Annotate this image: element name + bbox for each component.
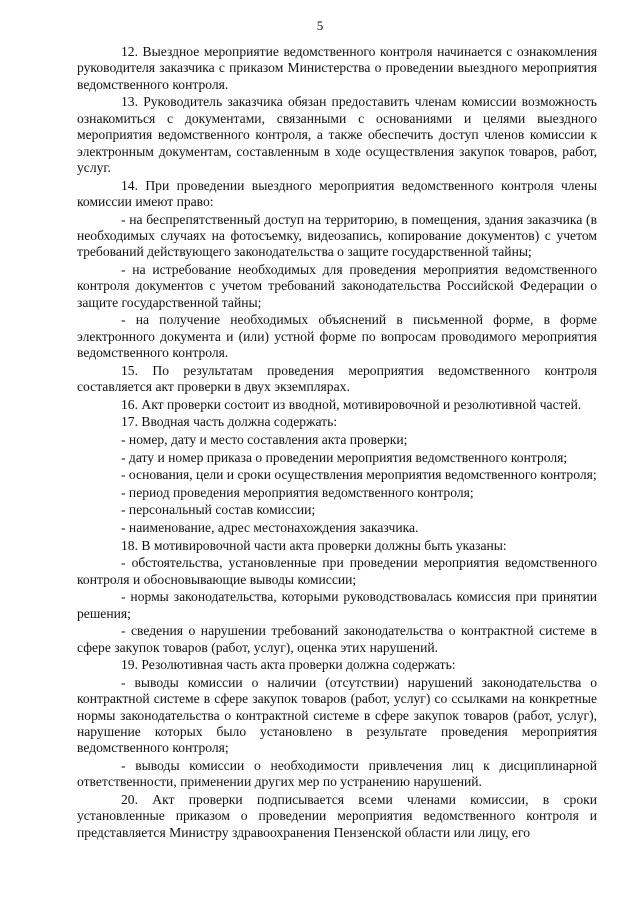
paragraph-16: 16. Акт проверки состоит из вводной, мотивировочной и резолютивной частей. <box>121 396 582 412</box>
list-item: - сведения о нарушении требований законодательства о контрактной системе в сфере закупок товаров (работ, услуг), оценка этих нарушений. <box>77 623 597 655</box>
list-item: - наименование, адрес местонахождения заказчика. <box>121 520 419 535</box>
list-item: - выводы комиссии о необходимости привлечения лиц к дисциплинарной ответственности, применении других мер по устранению нарушений. <box>77 758 597 790</box>
list-item: - дату и номер приказа о проведении мероприятия ведомственного контроля; <box>121 449 568 465</box>
list-item: - персональный состав комиссии; <box>121 502 316 518</box>
paragraph-18: 18. В мотивировочной части акта проверки должны быть указаны: <box>121 537 507 553</box>
list-item: - на истребование необходимых для проведения мероприятия ведомственного контроля документов с учетом требований законодательства Российской Федерации о защите государственной тайны; <box>77 262 597 310</box>
list-item: - на получение необходимых объяснений в письменной форме, в форме электронного документа и (или) устной форме по вопросам проводимого мероприятия ведомственного контроля. <box>77 312 597 361</box>
document-body <box>77 44 597 841</box>
list-item: - период проведения мероприятия ведомственного контроля; <box>121 484 474 500</box>
paragraph-14: 14. При проведении выездного мероприятия ведомственного контроля члены комиссии имеют право: <box>77 177 597 210</box>
paragraph-19: 19. Резолютивная часть акта проверки должна содержать: <box>121 657 456 673</box>
list-item: - основания, цели и сроки осуществления мероприятия ведомственного контроля; <box>121 467 597 483</box>
page-number: 5 <box>316 18 324 33</box>
paragraph-12: 12. Выездное мероприятие ведомственного контроля начинается с ознакомления руководителя заказчика с приказом Министерства о проведении выездного мероприятия ведомственного контроля. <box>77 44 597 92</box>
list-item: - номер, дату и место составления акта проверки; <box>121 432 408 448</box>
paragraph-15: 15. По результатам проведения мероприятия ведомственного контроля составляется акт проверки в двух экземплярах. <box>77 362 597 395</box>
paragraph-13: 13. Руководитель заказчика обязан предоставить членам комиссии возможность ознакомиться с документами, связанными с основаниями и целями выездного мероприятия ведомственного контроля, а также обеспечить доступ членов комиссии к электронным документам, составленным в ходе осуществления закупок товаров, работ, услуг. <box>77 94 597 176</box>
list-item: - нормы законодательства, которыми руководствовалась комиссия при принятии решения; <box>77 589 597 621</box>
list-item: - на беспрепятственный доступ на территорию, в помещения, здания заказчика (в необходимых случаях на фотосъемку, видеозапись, копирование документов) с учетом требований действующего законодательства о защите государственной тайны; <box>77 211 597 260</box>
paragraph-20: 20. Акт проверки подписывается всеми членами комиссии, в сроки установленные приказом о проведении мероприятия ведомственного контроля и представляется Министру здравоохранения Пензенской области или лицу, его <box>77 792 597 840</box>
paragraph-17: 17. Вводная часть должна содержать: <box>121 414 338 430</box>
list-item: - выводы комиссии о наличии (отсутствии) нарушений законодательства о контрактной системе в сфере закупок товаров (работ, услуг) со ссылками на конкретные нормы законодательства о контрактной системе в сфере закупок товаров (работ, услуг), нарушение которых было установлено в результате проведения мероприятия ведомственного контроля; <box>77 674 597 756</box>
list-item: - обстоятельства, установленные при проведении мероприятия ведомственного контроля и обосновывающие выводы комиссии; <box>77 555 597 587</box>
